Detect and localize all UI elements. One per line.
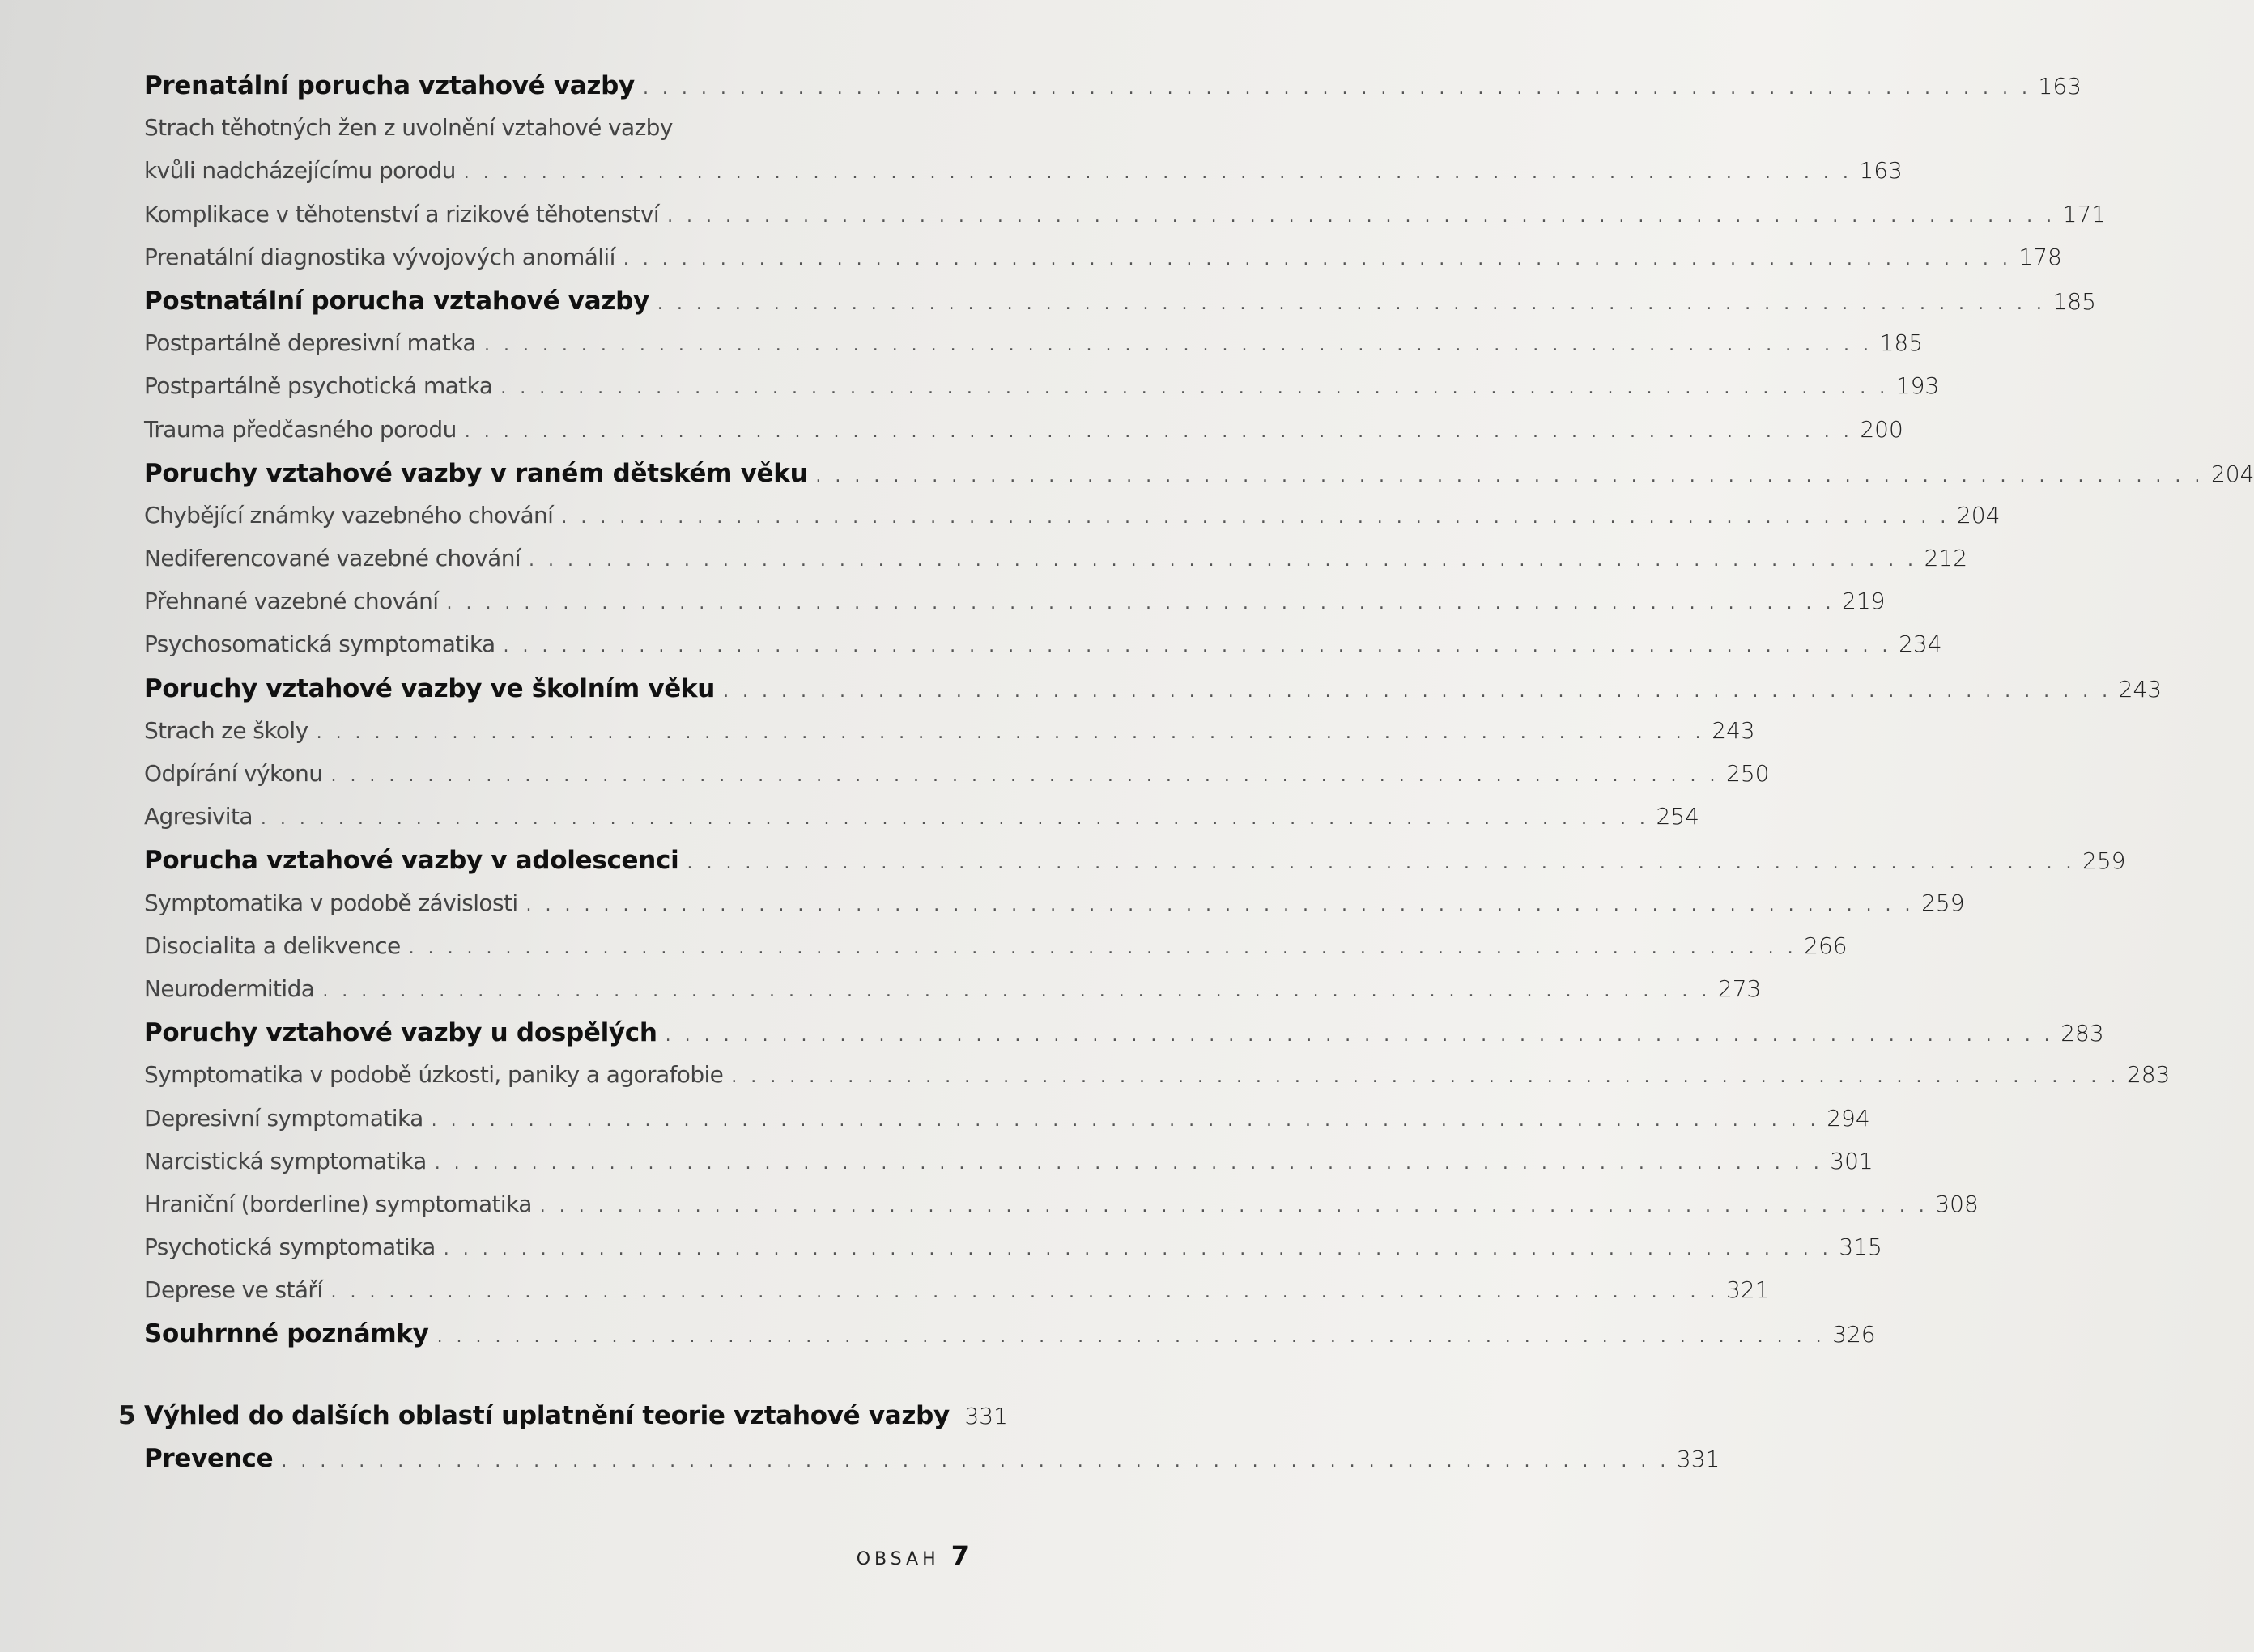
toc-section-title: Poruchy vztahové vazby v raném dětském věku [144,458,808,488]
running-footer-label: OBSAH [856,1549,940,1569]
toc-entry[interactable] [144,329,1924,372]
toc-page-number: 200 [1860,415,1903,443]
dot-leader: . . . . . . . . . . . . . . . . . . . . . . . . . . . . . . . . . . . . . . . . . . . . . . . . . . . . . . . . . . . . . . . . . . . . . . . . [642,79,2031,99]
toc-entry[interactable] [144,458,2254,502]
toc-entry[interactable] [144,932,1848,975]
toc-subsection-title: Trauma předčasného porodu [144,415,457,443]
toc-subsection-title: Strach těhotných žen z uvolnění vztahové vazby [144,114,673,142]
toc-entry-page-number: 331 [1676,1446,1720,1473]
toc-entry[interactable] [144,631,1942,673]
dot-leader: . . . . . . . . . . . . . . . . . . . . . . . . . . . . . . . . . . . . . . . . . . . . . . . . . . . . . . . . . . . . . . . . . . . . . . . . [667,206,2056,227]
dot-leader: . . . . . . . . . . . . . . . . . . . . . . . . . . . . . . . . . . . . . . . . . . . . . . . . . . . . . . . . . . . . . . . . . . . . . . . . [539,1195,1929,1217]
toc-subsection-title: Neurodermitida [144,975,315,1002]
toc-subsection-title: Hraniční (borderline) symptomatika [144,1190,532,1217]
toc-page-number: 185 [1879,329,1924,357]
toc-entry-title: Prevence [144,1444,274,1474]
toc-entry[interactable] [144,71,2082,114]
toc-subsection-title: Agresivita [144,803,253,830]
toc-page-number: 163 [1859,157,1903,185]
dot-leader: . . . . . . . . . . . . . . . . . . . . . . . . . . . . . . . . . . . . . . . . . . . . . . . . . . . . . . . . . . . . . . . . . . . . . . . . [431,1110,1820,1131]
toc-subsection-title: Depresivní symptomatika [144,1104,423,1132]
chapter-5-section [118,1401,1720,1487]
dot-leader: . . . . . . . . . . . . . . . . . . . . . . . . . . . . . . . . . . . . . . . . . . . . . . . . . . . . . . . . . . . . . . . . . . . . . . . . [408,937,1797,958]
dot-leader: . . . . . . . . . . . . . . . . . . . . . . . . . . . . . . . . . . . . . . . . . . . . . . . . . . . . . . . . . . . . . . . . . . . . . . . . [723,681,2112,702]
toc-page-number: 315 [1839,1234,1882,1261]
toc-entry[interactable] [144,1147,1873,1191]
toc-page-number: 243 [2118,675,2163,703]
toc-entry[interactable] [144,803,1699,846]
toc-entry[interactable] [144,545,1968,588]
dot-leader: . . . . . . . . . . . . . . . . . . . . . . . . . . . . . . . . . . . . . . . . . . . . . . . . . . . . . . . . . . . . . . . . . . . . . . . . [815,465,2205,486]
toc-subsection-title: Psychotická symptomatika [144,1234,436,1261]
toc-subsection-title: Komplikace v těhotenství a rizikové těhotenství [144,200,660,227]
toc-subsection-title: Deprese ve stáří [144,1276,323,1304]
toc-entry[interactable] [144,846,2126,889]
toc-page-number: 178 [2018,243,2062,270]
toc-subsection-title: Odpírání výkonu [144,760,323,787]
toc-subsection-title: Postpartálně psychotická matka [144,372,493,400]
toc-page-number: 294 [1827,1104,1870,1132]
dot-leader: . . . . . . . . . . . . . . . . . . . . . . . . . . . . . . . . . . . . . . . . . . . . . . . . . . . . . . . . . . . . . . . . . . . . . . . . [330,766,1720,786]
chapter-title: Výhled do dalších oblastí uplatnění teorie vztahové vazby [144,1401,950,1430]
toc-subsection-title: Prenatální diagnostika vývojových anomálií [144,243,615,270]
toc-page-number: 259 [2082,847,2126,875]
toc-subsection-title: Přehnané vazebné chování [144,588,439,615]
toc-entry[interactable] [144,415,1903,459]
toc-page-number: 250 [1726,760,1770,787]
toc-subsection-title: Chybějící známky vazebného chování [144,501,554,529]
chapter-number: 5 [118,1401,136,1430]
dot-leader: . . . . . . . . . . . . . . . . . . . . . . . . . . . . . . . . . . . . . . . . . . . . . . . . . . . . . . . . . . . . . . . . . . . . . . . . [483,335,1873,356]
toc-section-title: Porucha vztahové vazby v adolescenci [144,846,679,876]
toc-entry-prevence[interactable] [118,1444,1720,1487]
toc-page-number: 212 [1924,545,1968,572]
toc-entry[interactable] [144,157,1903,200]
toc-subsection-title: Nediferencované vazebné chování [144,545,521,572]
toc-subsection-title: Narcistická symptomatika [144,1147,427,1174]
toc-subsection-title: Postpartálně depresivní matka [144,329,476,357]
dot-leader: . . . . . . . . . . . . . . . . . . . . . . . . . . . . . . . . . . . . . . . . . . . . . . . . . . . . . . . . . . . . . . . . . . . . . . . . [260,809,1649,830]
toc-subsection-title: Symptomatika v podobě závislosti [144,889,518,916]
toc-section-title: Poruchy vztahové vazby ve školním věku [144,673,716,703]
toc-page-number: 243 [1712,716,1755,744]
toc-page-number: 308 [1935,1190,1979,1217]
dot-leader: . . . . . . . . . . . . . . . . . . . . . . . . . . . . . . . . . . . . . . . . . . . . . . . . . . . . . . . . . . . . . . . . . . . . . . . . [443,1239,1832,1260]
toc-entry[interactable] [144,1319,1876,1362]
toc-entry[interactable] [144,1061,2171,1104]
toc-section-title: Souhrnné poznámky [144,1319,429,1349]
toc-page-number: 193 [1895,372,1940,400]
dot-leader: . . . . . . . . . . . . . . . . . . . . . . . . . . . . . . . . . . . . . . . . . . . . . . . . . . . . . . . . . . . . . . . . . . . . . . . . [731,1067,2120,1088]
toc-entry[interactable] [144,114,962,157]
toc-page-number: 301 [1830,1147,1873,1174]
toc-page-number: 163 [2038,73,2082,100]
dot-leader: . . . . . . . . . . . . . . . . . . . . . . . . . . . . . . . . . . . . . . . . . . . . . . . . . . . . . . . . . . . . . . . . . . . . . . . . [434,1153,1823,1174]
dot-leader: . . . . . . . . . . . . . . . . . . . . . . . . . . . . . . . . . . . . . . . . . . . . . . . . . . . . . . . . . . . . . . . . . . . . . . . . [529,550,1918,571]
toc-entry[interactable] [144,286,2096,329]
toc-subsection-title: Psychosomatická symptomatika [144,631,495,658]
dot-leader: . . . . . . . . . . . . . . . . . . . . . . . . . . . . . . . . . . . . . . . . . . . . . . . . . . . . . . . . . . . . . . . . . . . . . . . . [446,593,1835,614]
toc-entry[interactable] [144,673,2163,717]
toc-page-number: 204 [2210,460,2254,487]
dot-leader: . . . . . . . . . . . . . . . . . . . . . . . . . . . . . . . . . . . . . . . . . . . . . . . . . . . . . . . . . . . . . . . . . . . . . . . . [463,163,1852,184]
dot-leader: . . . . . . . . . . . . . . . . . . . . . . . . . . . . . . . . . . . . . . . . . . . . . . . . . . . . . . . . . . . . . . . . . . . . . . . . [322,980,1712,1001]
toc-entry[interactable] [144,1190,1979,1234]
toc-page-number: 219 [1842,588,1886,615]
table-of-contents [144,71,2254,1363]
toc-entry[interactable] [144,975,1762,1018]
folio-page-number: 7 [951,1540,969,1571]
toc-page-number: 283 [2060,1020,2104,1047]
toc-page-number: 321 [1726,1276,1770,1304]
toc-entry[interactable] [144,372,1940,415]
dot-leader: . . . . . . . . . . . . . . . . . . . . . . . . . . . . . . . . . . . . . . . . . . . . . . . . . . . . . . . . . . . . . . . . . . . . . . . . [687,853,2076,874]
toc-entry[interactable] [144,243,2062,287]
toc-entry[interactable] [144,889,1965,932]
toc-section-title: Postnatální porucha vztahové vazby [144,286,649,316]
toc-entry[interactable] [144,588,1886,631]
toc-subsection-title: Disocialita a delikvence [144,932,401,959]
dot-leader: . . . . . . . . . . . . . . . . . . . . . . . . . . . . . . . . . . . . . . . . . . . . . . . . . . . . . . . . . . . . . . . . . . . . . . . . [330,1282,1720,1303]
dot-leader: . . . . . . . . . . . . . . . . . . . . . . . . . . . . . . . . . . . . . . . . . . . . . . . . . . . . . . . . . . . . . . . . . . . . . . . . [464,421,1853,442]
toc-page-number: 171 [2062,200,2107,227]
toc-entry[interactable] [144,1234,1882,1276]
toc-section-title: Prenatální porucha vztahové vazby [144,71,635,100]
toc-subsection-title: Symptomatika v podobě úzkosti, paniky a agorafobie [144,1061,724,1089]
toc-page-number: 254 [1656,803,1699,830]
toc-page-number: 266 [1804,932,1848,959]
toc-page-number: 204 [1956,501,2001,529]
toc-page-number: 273 [1717,975,1762,1002]
page-footer [857,1540,969,1571]
toc-subsection-title: kvůli nadcházejícímu porodu [144,157,456,185]
toc-entry[interactable] [144,501,2001,545]
toc-entry[interactable] [144,1276,1770,1319]
toc-entry[interactable] [144,1104,1870,1148]
toc-page-number: 283 [2126,1061,2171,1089]
chapter-page-number: 331 [964,1403,1008,1429]
dot-leader: . . . . . . . . . . . . . . . . . . . . . . . . . . . . . . . . . . . . . . . . . . . . . . . . . . . . . . . . . . . . . . . . . . . . . . . . [657,293,2046,314]
toc-entry[interactable] [144,200,2107,244]
toc-page-number: 234 [1899,631,1942,658]
toc-page-number: 326 [1832,1321,1876,1348]
dot-leader: . . . . . . . . . . . . . . . . . . . . . . . . . . . . . . . . . . . . . . . . . . . . . . . . . . . . . . . . . . . . . . . . . . . . . . . . [665,1026,2054,1047]
toc-subsection-title: Strach ze školy [144,716,308,744]
toc-page-number: 259 [1921,889,1965,916]
dot-leader: . . . . . . . . . . . . . . . . . . . . . . . . . . . . . . . . . . . . . . . . . . . . . . . . . . . . . . . . . . . . . . . . . . . . . . . . [525,894,1915,915]
dot-leader: . . . . . . . . . . . . . . . . . . . . . . . . . . . . . . . . . . . . . . . . . . . . . . . . . . . . . . . . . . . . . . . . . . . . . . . . [561,507,1950,528]
dot-leader: . . . . . . . . . . . . . . . . . . . . . . . . . . . . . . . . . . . . . . . . . . . . . . . . . . . . . . . . . . . . . . . . . . . . . . . . [436,1327,1826,1348]
dot-leader: . . . . . . . . . . . . . . . . . . . . . . . . . . . . . . . . . . . . . . . . . . . . . . . . . . . . . . . . . . . . . . . . . . . . . . . . [316,722,1705,743]
dot-leader: . . . . . . . . . . . . . . . . . . . . . . . . . . . . . . . . . . . . . . . . . . . . . . . . . . . . . . . . . . . . . . . . . . . . . . . . [281,1451,1670,1472]
toc-entry[interactable] [144,716,1755,760]
toc-entry[interactable] [144,760,1770,803]
toc-entry[interactable] [144,1018,2104,1061]
toc-section-title: Poruchy vztahové vazby u dospělých [144,1018,657,1048]
chapter-heading-row[interactable] [118,1401,1008,1444]
dot-leader: . . . . . . . . . . . . . . . . . . . . . . . . . . . . . . . . . . . . . . . . . . . . . . . . . . . . . . . . . . . . . . . . . . . . . . . . [503,636,1892,657]
dot-leader: . . . . . . . . . . . . . . . . . . . . . . . . . . . . . . . . . . . . . . . . . . . . . . . . . . . . . . . . . . . . . . . . . . . . . . . . [500,378,1890,399]
dot-leader: . . . . . . . . . . . . . . . . . . . . . . . . . . . . . . . . . . . . . . . . . . . . . . . . . . . . . . . . . . . . . . . . . . . . . . . . [623,248,2012,270]
toc-page-number: 185 [2052,287,2096,315]
